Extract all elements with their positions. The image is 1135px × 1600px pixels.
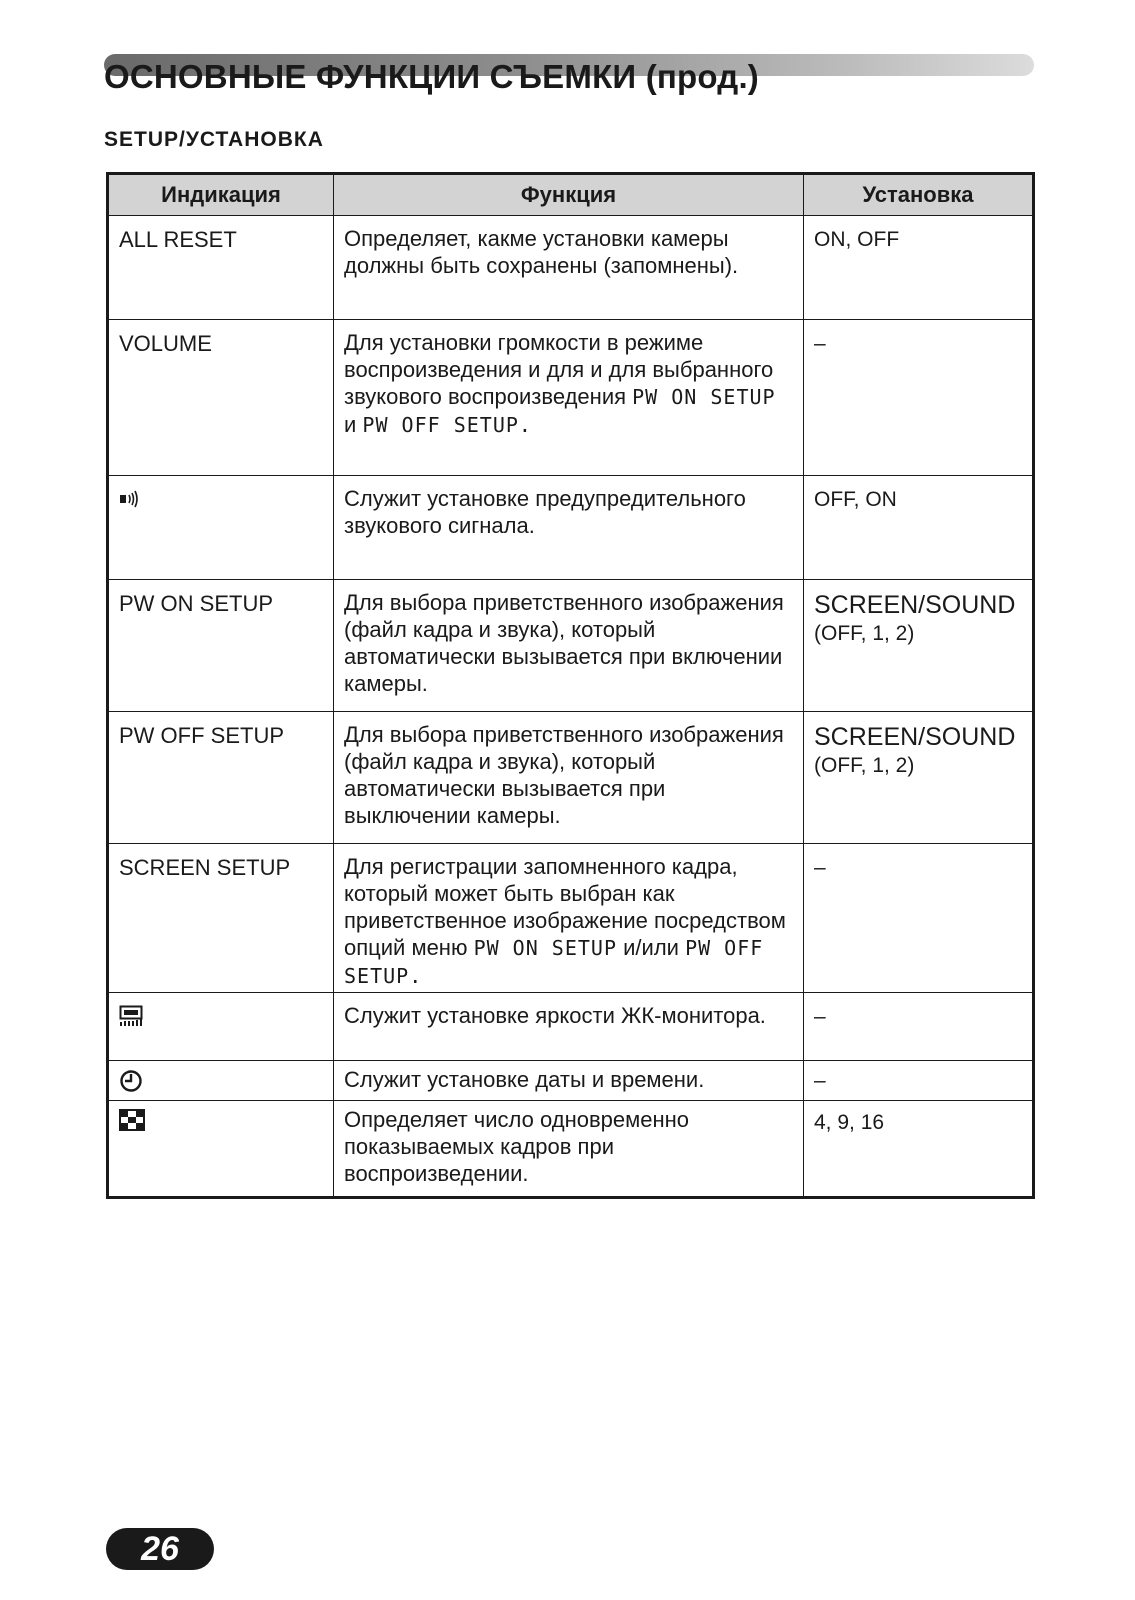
menu-option-code: PW OFF SETUP: [344, 936, 764, 988]
table-row: [108, 580, 1034, 712]
header-function: Функция: [334, 174, 804, 216]
table-row: [108, 993, 1034, 1061]
function-text: Определяет число одновременно показываемых кадров при воспроизведении.: [344, 1107, 690, 1186]
table-header-row: [108, 174, 1034, 216]
function-text: Служит установке предупредительного звукового сигнала.: [344, 486, 746, 538]
setting-options: (OFF, 1, 2): [814, 754, 915, 777]
header-setting: Установка: [804, 174, 1034, 216]
function-text: Определяет, какме установки камеры должны быть сохранены (запомнены).: [344, 226, 739, 278]
function-text: Для регистрации запомненного кадра, который может быть выбран как приветственное изображение посредством опций меню PW ON SETUP и/или PW OFF SETUP.: [344, 854, 786, 988]
table-row: [108, 844, 1034, 993]
table-row: [108, 476, 1034, 580]
indication-label: VOLUME: [119, 331, 212, 356]
setting-value: –: [814, 332, 826, 355]
menu-option-code: PW OFF SETUP: [362, 413, 519, 437]
indication-label: SCREEN SETUP: [119, 855, 291, 880]
setting-value: ON, OFF: [814, 228, 900, 251]
page-number: 26: [106, 1528, 214, 1570]
setting-value: –: [814, 1005, 826, 1028]
table-row: [108, 1061, 1034, 1101]
function-text: Для установки громкости в режиме воспроизведения и для и для выбранного звукового воспроизведения PW ON SETUP и PW OFF SETUP.: [344, 330, 776, 437]
menu-option-code: PW ON SETUP: [632, 385, 776, 409]
setup-table: [106, 172, 1035, 1199]
function-text: Служит установке даты и времени.: [344, 1067, 705, 1092]
header-indication: Индикация: [108, 174, 334, 216]
setting-options: (OFF, 1, 2): [814, 622, 915, 645]
clock-icon: [119, 1069, 143, 1099]
setting-value: –: [814, 856, 826, 879]
section-title: SETUP/УСТАНОВКА: [104, 128, 324, 151]
page-title: ОСНОВНЫЕ ФУНКЦИИ СЪЕМКИ (прод.): [104, 58, 760, 95]
setting-value: 4, 9, 16: [814, 1111, 885, 1134]
setting-value: SCREEN/SOUND: [814, 591, 1016, 619]
monitor-brightness-icon: [119, 1005, 145, 1033]
function-text: Служит установке яркости ЖК-монитора.: [344, 1003, 766, 1028]
table-row: [108, 712, 1034, 844]
index-display-icon: [119, 1109, 145, 1137]
menu-option-code: PW ON SETUP: [473, 936, 618, 960]
indication-label: ALL RESET: [119, 227, 237, 252]
table-row: [108, 216, 1034, 320]
beep-icon: [119, 488, 143, 515]
table-row: [108, 320, 1034, 476]
indication-label: PW OFF SETUP: [119, 723, 284, 748]
setting-value: –: [814, 1069, 826, 1092]
setting-value: SCREEN/SOUND: [814, 723, 1016, 751]
table-row: [108, 1101, 1034, 1198]
function-text: Для выбора приветственного изображения (файл кадра и звука), который автоматически вызывается при выключении камеры.: [344, 722, 784, 828]
function-text: Для выбора приветственного изображения (файл кадра и звука), который автоматически вызывается при включении камеры.: [344, 590, 784, 696]
setting-value: OFF, ON: [814, 488, 897, 511]
indication-label: PW ON SETUP: [119, 591, 274, 616]
